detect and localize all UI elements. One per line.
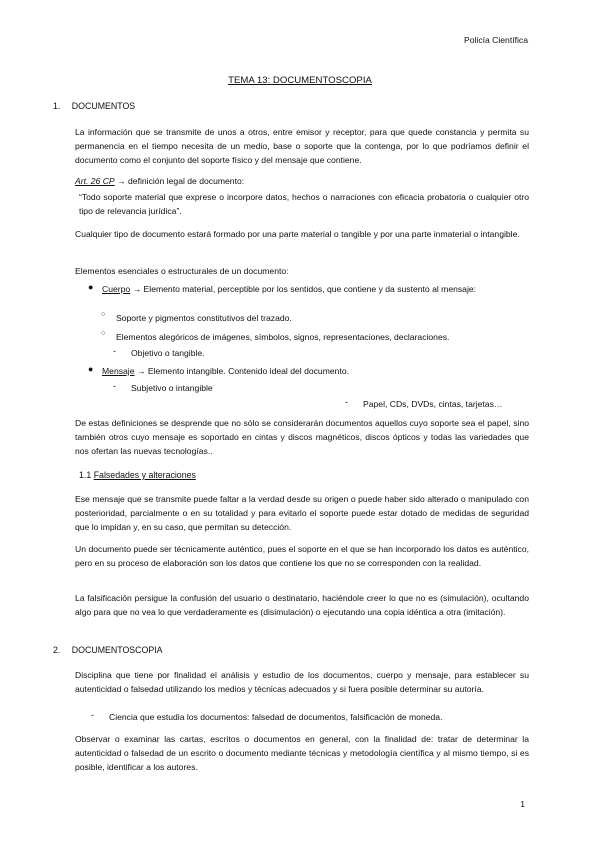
sub-list-item: Soporte y pigmentos constitutivos del trazado. <box>116 313 292 323</box>
legal-quote: “Todo soporte material que exprese o incorpore datos, hechos o narraciones con eficacia probatoria o cualquier otro tipo de relevancia jurídica”. <box>79 192 529 216</box>
sub-list-item: Elementos alegóricos de imágenes, símbolos, signos, representaciones, declaraciones. <box>116 332 450 342</box>
article-reference-text: → definición legal de documento: <box>114 176 245 186</box>
paragraph: La falsificación persigue la confusión del usuario o destinatario, haciéndole creer lo que no es (simulación), ocultando algo para que no vea lo que verdaderamente es (disimulación) o ejecutando una copia idéntica a otra (imitación). <box>75 593 529 617</box>
definition: → Elemento intangible. Contenido ideal del documento. <box>134 366 349 376</box>
bullet-dot: ● <box>88 282 94 292</box>
list-item-mensaje <box>102 364 529 378</box>
paragraph: De estas definiciones se desprende que no sólo se considerarán documentos aquellos cuyo soporte sea el papel, sino también otros cuyo mensaje es soportado en cintas y discos magnéticos, discos ópticos y todas las variedades que nos ofertan las nuevas tecnologías.. <box>75 418 529 456</box>
bullet-dot: ● <box>88 364 94 374</box>
article-reference-line <box>75 174 529 188</box>
paragraph: Disciplina que tiene por finalidad el análisis y estudio de los documentos, cuerpo y mensaje, para establecer su autenticidad o falsedad utilizando los medios y técnicas adecuados y si fuera posible determinar su autoría. <box>75 670 529 694</box>
paragraph: Ese mensaje que se transmite puede faltar a la verdad desde su origen o puede haber sido alterado o manipulado con posterioridad, parcialmente o en su totalidad y para evitarlo el soporte puede estar dotado de medidas de seguridad que lo impidan y, en su caso, que permitan su detección. <box>75 494 529 532</box>
subsection-number: 1.1 <box>79 470 92 480</box>
circle-bullet: ○ <box>101 330 106 337</box>
section-number: 1. <box>53 101 61 111</box>
term: Mensaje <box>102 366 135 376</box>
dash-bullet: - <box>113 381 116 391</box>
dash-bullet: - <box>113 346 116 356</box>
section-number: 2. <box>53 645 61 655</box>
title-prefix: TEMA 13 <box>228 75 268 86</box>
section-title: DOCUMENTOSCOPIA <box>71 645 163 655</box>
dash-bullet: - <box>91 710 94 720</box>
paragraph: La información que se transmite de unos a otros, entre emisor y receptor, para que quede constancia y permita su permanencia en el tiempo necesita de un medio, base o soporte que la contenga, por lo que podríamos definir el documento como el conjunto del soporte físico y del mensaje que contiene. <box>75 127 529 165</box>
title-separator: : <box>267 75 273 86</box>
definition: → Elemento material, perceptible por los sentidos, que contiene y da sustento al mensaje: <box>130 284 477 294</box>
subsection-title: Falsedades y alteraciones <box>93 470 196 480</box>
paragraph: Un documento puede ser técnicamente auténtico, pues el soporte en el que se han incorporado los datos es auténtico, pero en su proceso de elaboración son los datos que contiene los que no se corresponden con la realidad. <box>75 544 529 568</box>
paragraph: Elementos esenciales o estructurales de un documento: <box>75 266 289 276</box>
page-number: 1 <box>520 799 525 809</box>
subsection-1-1-heading <box>79 470 196 480</box>
paragraph: Cualquier tipo de documento estará formado por una parte material o tangible y por una parte inmaterial o intangible. <box>75 229 520 239</box>
running-header: Policía Científica <box>463 35 528 45</box>
title-main: DOCUMENTOSCOPIA <box>272 75 372 86</box>
dash-list-item: Ciencia que estudia los documentos: falsedad de documentos, falsificación de moneda. <box>109 712 443 722</box>
sub-sub-list-item: Subjetivo o intangible <box>131 383 213 393</box>
list-item-cuerpo <box>102 282 529 296</box>
term: Cuerpo <box>102 284 131 294</box>
side-note: Papel, CDs, DVDs, cintas, tarjetas… <box>363 399 503 409</box>
section-title: DOCUMENTOS <box>71 101 136 111</box>
section-2-heading <box>53 645 163 655</box>
paragraph: Observar o examinar las cartas, escritos o documentos en general, con la finalidad de: tratar de determinar la autenticidad o falsedad de un escrito o documento mediante técnicas y metodología científica y al mismo tiempo, si es posible, identificar a los autores. <box>75 734 529 772</box>
page-title <box>0 75 600 86</box>
section-1-heading <box>53 101 135 111</box>
dash-bullet: - <box>345 397 348 407</box>
sub-sub-list-item: Objetivo o tangible. <box>131 348 205 358</box>
article-reference: Art. 26 CP <box>75 176 115 186</box>
circle-bullet: ○ <box>101 311 106 318</box>
